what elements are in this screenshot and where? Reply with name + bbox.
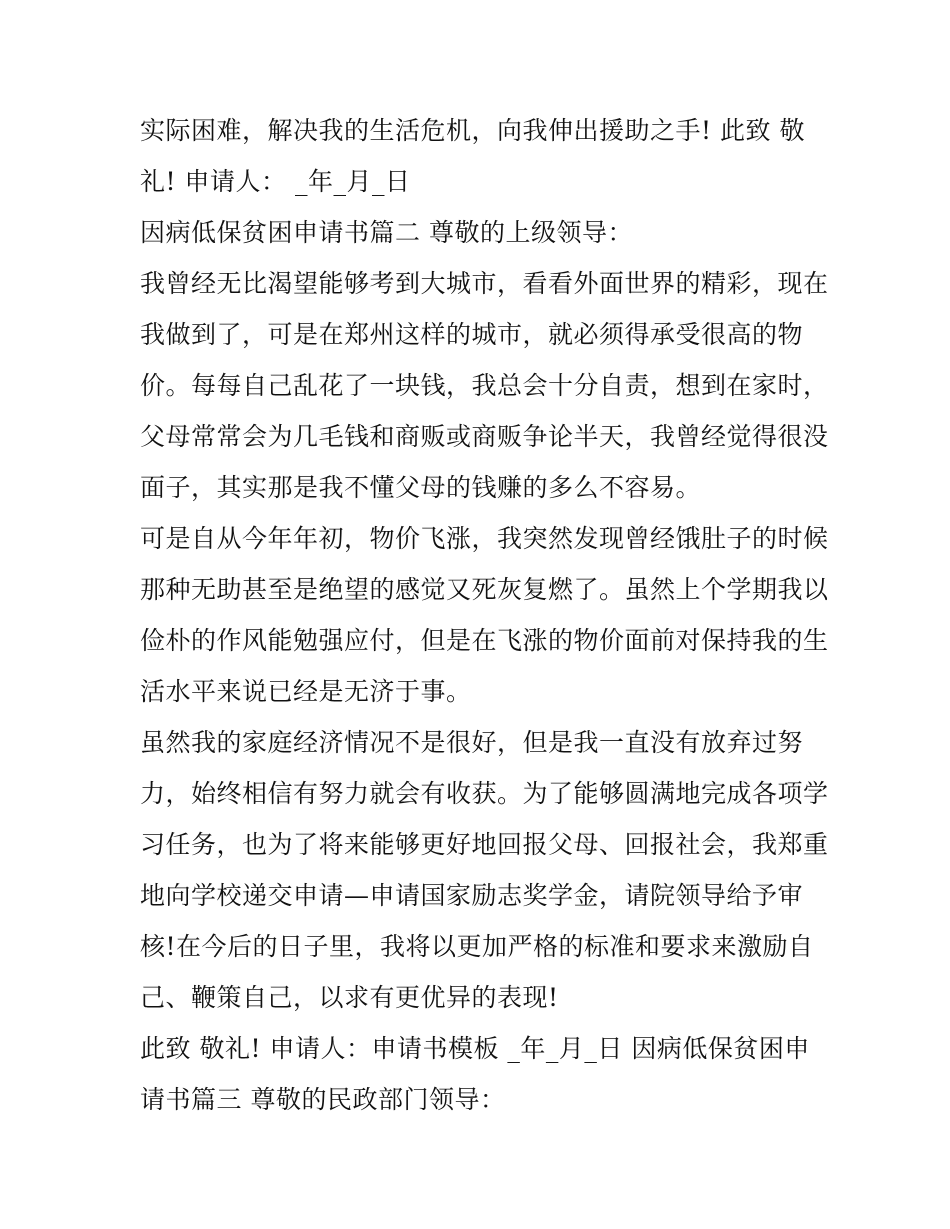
text-line: 地向学校递交申请—申请国家励志奖学金，请院领导给予审	[140, 881, 804, 910]
text-line: 俭朴的作风能勉强应付，但是在飞涨的物价面前对保持我的生	[140, 626, 829, 655]
text-line: 习任务，也为了将来能够更好地回报父母、回报社会，我郑重	[140, 830, 829, 859]
text-line: 可是自从今年年初，物价飞涨，我突然发现曾经饿肚子的时候	[140, 524, 829, 553]
text-line: 力，始终相信有努力就会有收获。为了能够圆满地完成各项学	[140, 779, 829, 808]
text-line: 我做到了，可是在郑州这样的城市，就必须得承受很高的物	[140, 320, 804, 349]
text-line: 请书篇三 尊敬的民政部门领导：	[140, 1085, 506, 1114]
text-line: 活水平来说已经是无济于事。	[140, 677, 472, 706]
document-body	[140, 105, 840, 1125]
text-line: 我曾经无比渴望能够考到大城市，看看外面世界的精彩，现在	[140, 269, 829, 298]
text-line: 核!在今后的日子里，我将以更加严格的标准和要求来激励自	[140, 932, 814, 961]
section-heading-line: 因病低保贫困申请书篇二 尊敬的上级领导：	[140, 218, 633, 247]
text-line: 父母常常会为几毛钱和商贩或商贩争论半天，我曾经觉得很没	[140, 422, 829, 451]
text-line: 面子，其实那是我不懂父母的钱赚的多么不容易。	[140, 473, 702, 502]
text-line: 此致 敬礼! 申请人：申请书模板 _年_月_日 因病低保贫困申	[140, 1034, 810, 1063]
text-line: 虽然我的家庭经济情况不是很好，但是我一直没有放弃过努	[140, 728, 804, 757]
text-line: 那种无助甚至是绝望的感觉又死灰复燃了。虽然上个学期我以	[140, 575, 829, 604]
text-line: 价。每每自己乱花了一块钱，我总会十分自责，想到在家时，	[140, 371, 829, 400]
text-line: 己、鞭策自己，以求有更优异的表现!	[140, 983, 559, 1012]
text-line: 实际困难，解决我的生活危机，向我伸出援助之手! 此致 敬	[140, 116, 805, 145]
text-line: 礼! 申请人： _年_月_日	[140, 167, 411, 196]
